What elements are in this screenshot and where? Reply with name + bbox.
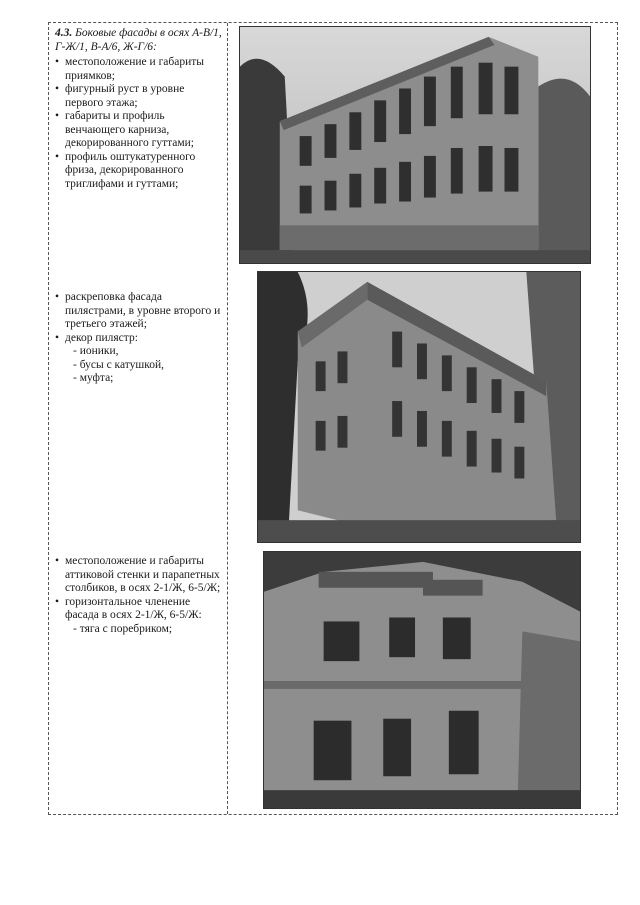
list-item: • местоположение и габариты приямков; (53, 56, 223, 83)
building-facade-photo (239, 26, 591, 264)
sub-list-item: - бусы с катушкой, (73, 358, 165, 371)
building-corner-photo (257, 271, 581, 543)
section-number: 4.3. (55, 27, 73, 39)
sub-list-item: - тяга с поребриком; (73, 622, 173, 635)
sub-list-item: - ионики, (73, 345, 119, 357)
list-item: • местоположение и габариты аттиковой стенки и парапетных столбиков, в осях 2-1/Ж, 6-5/Ж; (53, 555, 223, 596)
text-block-3 (49, 555, 227, 636)
list-item: • профиль оштукатуренного фриза, декорированного триглифами и гуттами; (53, 151, 223, 192)
section-heading (55, 27, 223, 54)
list-item: • фигурный руст в уровне первого этажа; (53, 83, 223, 110)
list-item: • габариты и профиль венчающего карниза, декорированного гуттами; (53, 110, 223, 151)
building-facade-illustration (240, 27, 590, 263)
section-title: Боковые фасады в осях А-В/1, Г-Ж/1, В-А/6, Ж-Г/6: (55, 27, 222, 53)
building-bay-photo (263, 551, 581, 809)
column-divider (227, 23, 228, 814)
text-block-2 (49, 291, 227, 386)
list-item: • раскреповка фасада пилястрами, в уровне второго и третьего этажей; (53, 291, 223, 332)
page-table (48, 22, 618, 815)
list-item-label: декор пилястр: (65, 331, 138, 344)
list-item (53, 332, 223, 386)
text-block-1 (49, 27, 227, 191)
building-bay-illustration (264, 552, 580, 808)
list-item-label: горизонтальное членение фасада в осях 2-1/Ж, 6-5/Ж: (65, 595, 202, 621)
list-item (53, 596, 223, 637)
sub-list-item: - муфта; (73, 372, 114, 384)
building-corner-illustration (258, 272, 580, 542)
